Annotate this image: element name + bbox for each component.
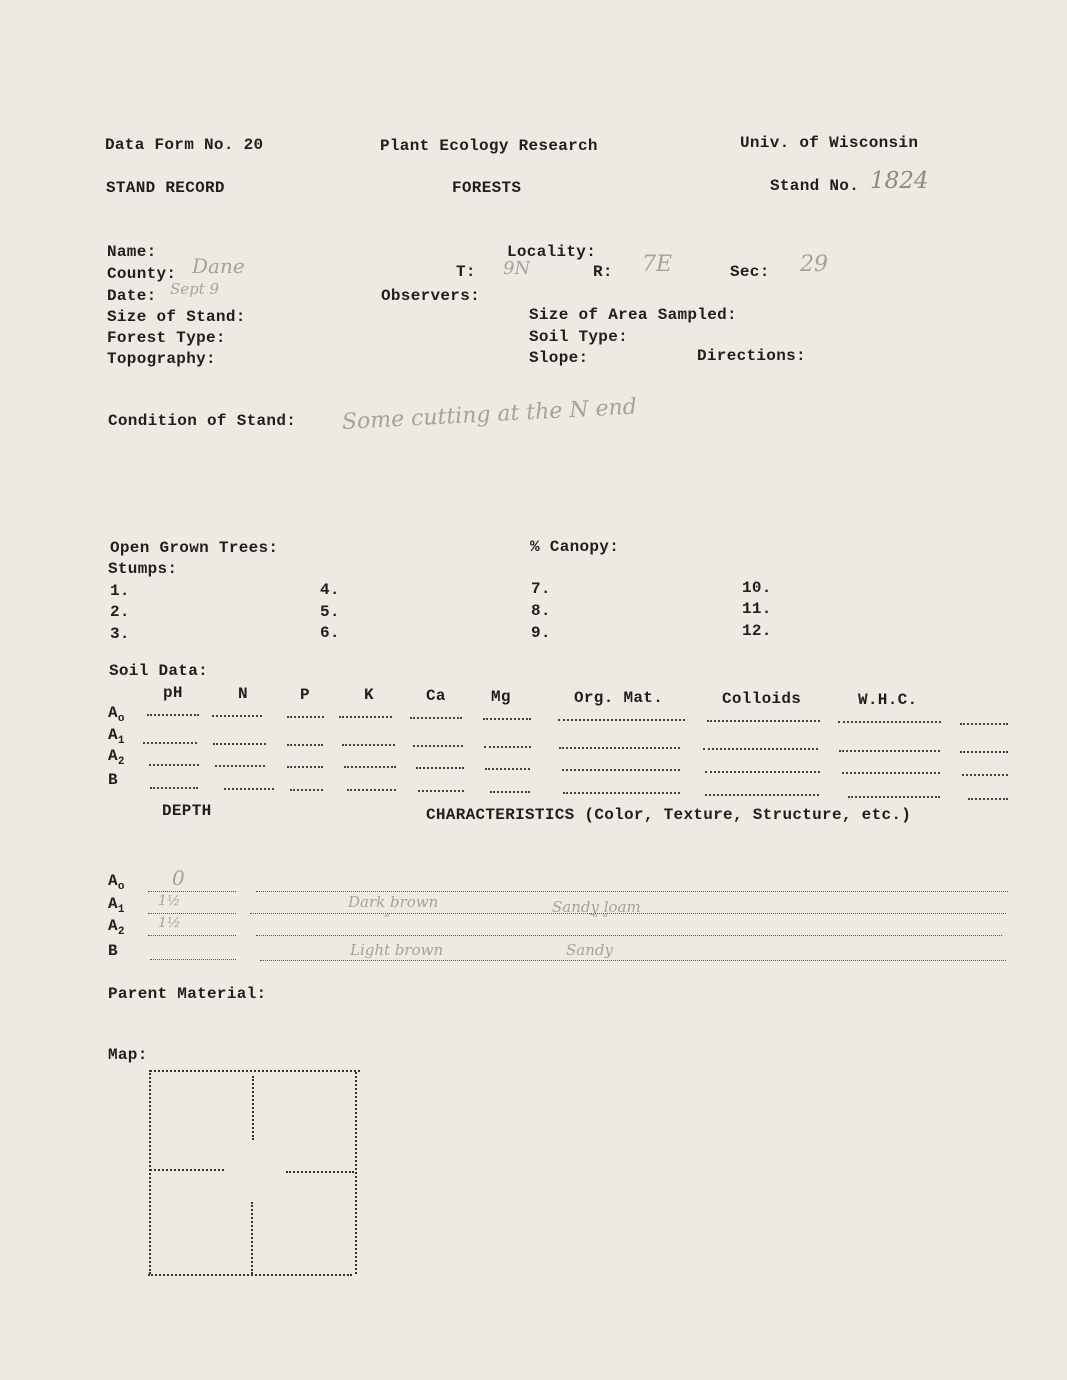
locality-label: Locality: <box>507 243 597 261</box>
stump-number: 5. <box>320 603 340 621</box>
university-title: Univ. of Wisconsin <box>740 134 919 152</box>
stump-number: 2. <box>110 603 130 621</box>
blank-line <box>705 794 819 796</box>
blank-line <box>339 716 392 718</box>
characteristics-heading: CHARACTERISTICS (Color, Texture, Structure, etc.) <box>426 806 912 824</box>
soil-column-header: K <box>364 686 374 704</box>
slope-label: Slope: <box>529 349 589 367</box>
stump-number: 6. <box>320 624 340 642</box>
blank-line <box>838 721 941 723</box>
stumps-label: Stumps: <box>108 560 178 578</box>
depth-value: 1½ <box>158 915 181 931</box>
stump-number: 10. <box>742 579 772 597</box>
profile-horizon-label: $A_o$ <box>108 872 125 893</box>
section-value: 29 <box>800 252 828 277</box>
blank-line <box>848 796 940 798</box>
blank-line <box>287 744 323 746</box>
depth-blank-line <box>148 935 236 936</box>
blank-line <box>484 746 531 748</box>
soil-column-header: Ca <box>426 687 446 705</box>
blank-line <box>558 719 685 721</box>
horizon-label: B <box>108 771 118 789</box>
horizon-label: $A_2$ <box>108 747 125 768</box>
size-of-area-label: Size of Area Sampled: <box>529 306 737 324</box>
blank-line <box>147 714 199 716</box>
observers-label: Observers: <box>381 287 481 305</box>
color-value: Light brown <box>350 941 444 959</box>
stump-number: 11. <box>742 600 772 618</box>
depth-blank-line <box>148 913 236 914</box>
blank-line <box>143 742 197 744</box>
condition-label: Condition of Stand: <box>108 412 297 430</box>
blank-line <box>562 769 680 771</box>
forests-title: FORESTS <box>452 179 522 197</box>
blank-line <box>703 748 818 750</box>
blank-line <box>287 716 324 718</box>
blank-line <box>483 718 531 720</box>
color-value: Dark brown <box>348 893 439 911</box>
size-of-stand-label: Size of Stand: <box>107 308 246 326</box>
blank-line <box>150 787 198 789</box>
blank-line <box>563 792 680 794</box>
soil-column-header: Mg <box>491 688 511 706</box>
parent-material-label: Parent Material: <box>108 985 267 1003</box>
organization-title: Plant Ecology Research <box>380 137 598 155</box>
blank-line <box>968 798 1008 800</box>
blank-line <box>224 788 274 790</box>
name-label: Name: <box>107 243 157 261</box>
soil-type-label: Soil Type: <box>529 328 629 346</box>
blank-line <box>839 750 940 752</box>
county-value: Dane <box>192 254 245 278</box>
map-border-bottom <box>148 1274 352 1276</box>
soil-column-header: Colloids <box>722 690 802 708</box>
depth-blank-line <box>148 891 236 892</box>
open-grown-trees-label: Open Grown Trees: <box>110 539 279 557</box>
stump-number: 7. <box>531 580 551 598</box>
blank-line <box>410 717 462 719</box>
texture-value: Sandy <box>566 941 613 959</box>
stand-number-value: 1824 <box>870 168 929 194</box>
profile-horizon-label: B <box>108 942 118 960</box>
texture-value: Sandy loam <box>552 898 641 916</box>
depth-value: 1½ <box>158 893 181 909</box>
characteristics-blank-line <box>260 960 1006 961</box>
profile-horizon-label: $A_1$ <box>108 895 125 916</box>
blank-line <box>960 751 1008 753</box>
stand-record-title: STAND RECORD <box>106 179 225 197</box>
blank-line <box>290 789 323 791</box>
blank-line <box>347 789 396 791</box>
soil-column-header: W.H.C. <box>858 691 918 709</box>
blank-line <box>707 720 820 722</box>
depth-blank-line <box>150 959 236 960</box>
township-label: T: <box>456 263 476 281</box>
range-label: R: <box>593 263 613 281</box>
topography-label: Topography: <box>107 350 216 368</box>
blank-line <box>559 747 680 749</box>
directions-label: Directions: <box>697 347 806 365</box>
blank-line <box>842 772 940 774</box>
blank-line <box>212 715 262 717</box>
characteristics-blank-line <box>256 891 1008 892</box>
canopy-label: % Canopy: <box>530 538 620 556</box>
stump-number: 4. <box>320 581 340 599</box>
map-border-left <box>149 1070 151 1274</box>
soil-column-header: N <box>238 685 248 703</box>
depth-value: 0 <box>172 866 185 890</box>
soil-column-header: pH <box>163 684 183 702</box>
soil-column-header: Org. Mat. <box>574 689 664 707</box>
soil-column-header: P <box>300 686 310 704</box>
form-number: Data Form No. 20 <box>105 136 264 154</box>
map-border-right <box>355 1072 357 1274</box>
characteristics-blank-line <box>256 935 1002 936</box>
blank-line <box>287 766 323 768</box>
blank-line <box>962 774 1008 776</box>
map-border-top <box>150 1070 360 1072</box>
stump-number: 1. <box>110 582 130 600</box>
map-divider-left <box>150 1169 224 1171</box>
county-label: County: <box>107 265 177 283</box>
texture-value: " " <box>592 912 609 927</box>
blank-line <box>485 768 530 770</box>
soil-data-title: Soil Data: <box>109 662 209 680</box>
depth-heading: DEPTH <box>162 802 212 820</box>
horizon-label: $A_o$ <box>108 704 125 725</box>
blank-line <box>342 744 395 746</box>
forest-type-label: Forest Type: <box>107 329 226 347</box>
stand-number-label: Stand No. <box>770 177 860 195</box>
blank-line <box>413 745 463 747</box>
profile-horizon-label: $A_2$ <box>108 917 125 938</box>
stump-number: 8. <box>531 602 551 620</box>
date-label: Date: <box>107 287 157 305</box>
map-divider-bottom <box>251 1202 253 1274</box>
blank-line <box>416 767 464 769</box>
township-value: 9N <box>503 258 531 279</box>
color-value: " <box>384 912 390 927</box>
map-divider-right <box>286 1171 354 1173</box>
horizon-label: $A_1$ <box>108 726 125 747</box>
stump-number: 9. <box>531 624 551 642</box>
blank-line <box>960 723 1008 725</box>
map-divider-top <box>252 1076 254 1140</box>
blank-line <box>418 790 464 792</box>
blank-line <box>149 764 199 766</box>
blank-line <box>490 791 530 793</box>
date-value: Sept 9 <box>170 280 220 298</box>
blank-line <box>344 766 396 768</box>
blank-line <box>705 771 820 773</box>
stump-number: 3. <box>110 625 130 643</box>
range-value: 7E <box>642 252 673 277</box>
blank-line <box>215 765 265 767</box>
stump-number: 12. <box>742 622 772 640</box>
blank-line <box>213 743 266 745</box>
section-label: Sec: <box>730 263 770 281</box>
map-label: Map: <box>108 1046 148 1064</box>
condition-value: Some cutting at the N end <box>341 394 638 435</box>
